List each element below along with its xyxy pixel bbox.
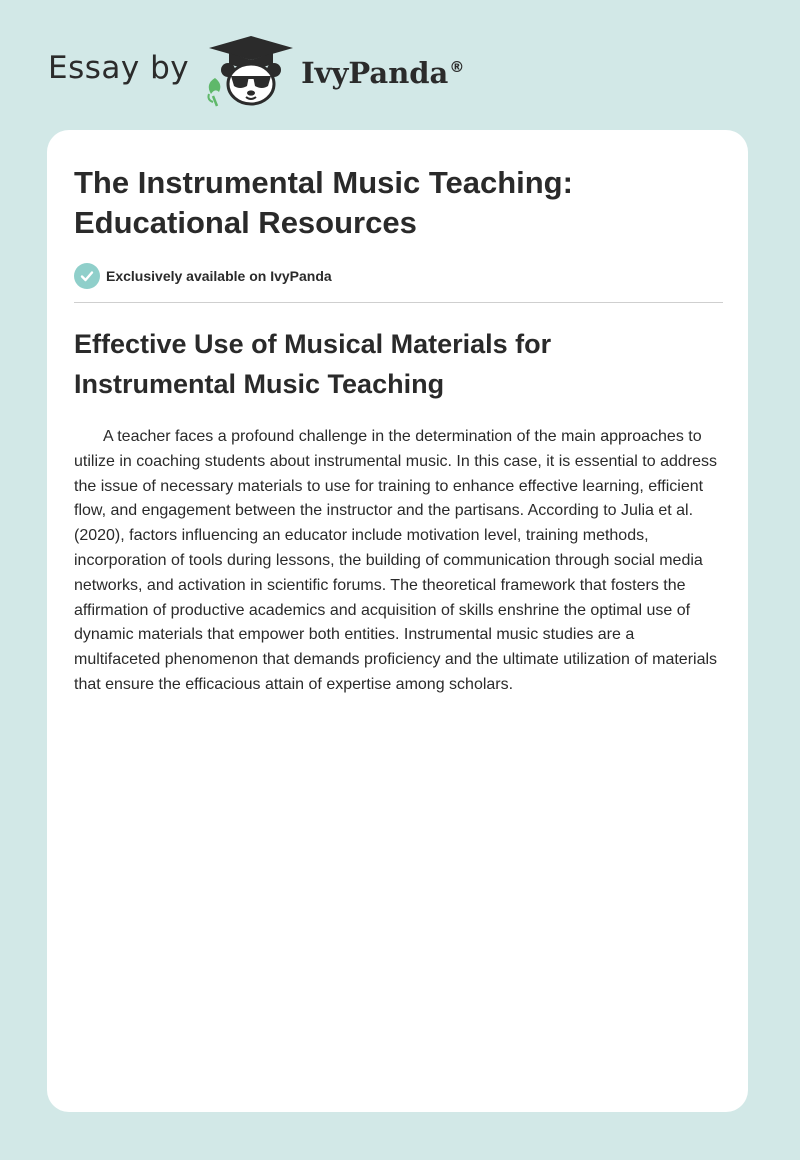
- badge-label: Exclusively available on IvyPanda: [106, 268, 332, 284]
- page-title: The Instrumental Music Teaching: Educational Resources: [74, 165, 573, 240]
- essay-card: [47, 130, 748, 1112]
- brand-name: IvyPanda®: [301, 56, 465, 90]
- registered-mark: ®: [449, 58, 465, 77]
- body-paragraph: A teacher faces a profound challenge in the determination of the main approaches to utilize in coaching students about instrumental music. In this case, it is essential to address the issue of necessary materials to use for training to enhance effective learning, efficient flow, and engagement between the instructor and the partisans. According to Julia et al. (2020), factors influencing an educator include motivation level, training methods, incorporation of tools during lessons, the building of communication through social media networks, and activation in scientific forums. The theoretical framework that fosters the affirmation of productive academics and acquisition of skills enshrine the optimal use of dynamic materials that empower both entities. Instrumental music studies are a multifaceted phenomenon that demands proficiency and the ultimate utilization of materials that ensure the efficacious attain of expertise among scholars.: [74, 428, 718, 693]
- brand-prefix: Essay by: [48, 50, 190, 86]
- check-circle-icon: [74, 263, 100, 289]
- brand-header[interactable]: [48, 34, 464, 108]
- divider: [74, 302, 723, 303]
- panda-graduate-logo-icon: [203, 34, 299, 108]
- exclusive-badge: [74, 263, 332, 289]
- section-heading: Effective Use of Musical Materials for Instrumental Music Teaching: [74, 329, 552, 399]
